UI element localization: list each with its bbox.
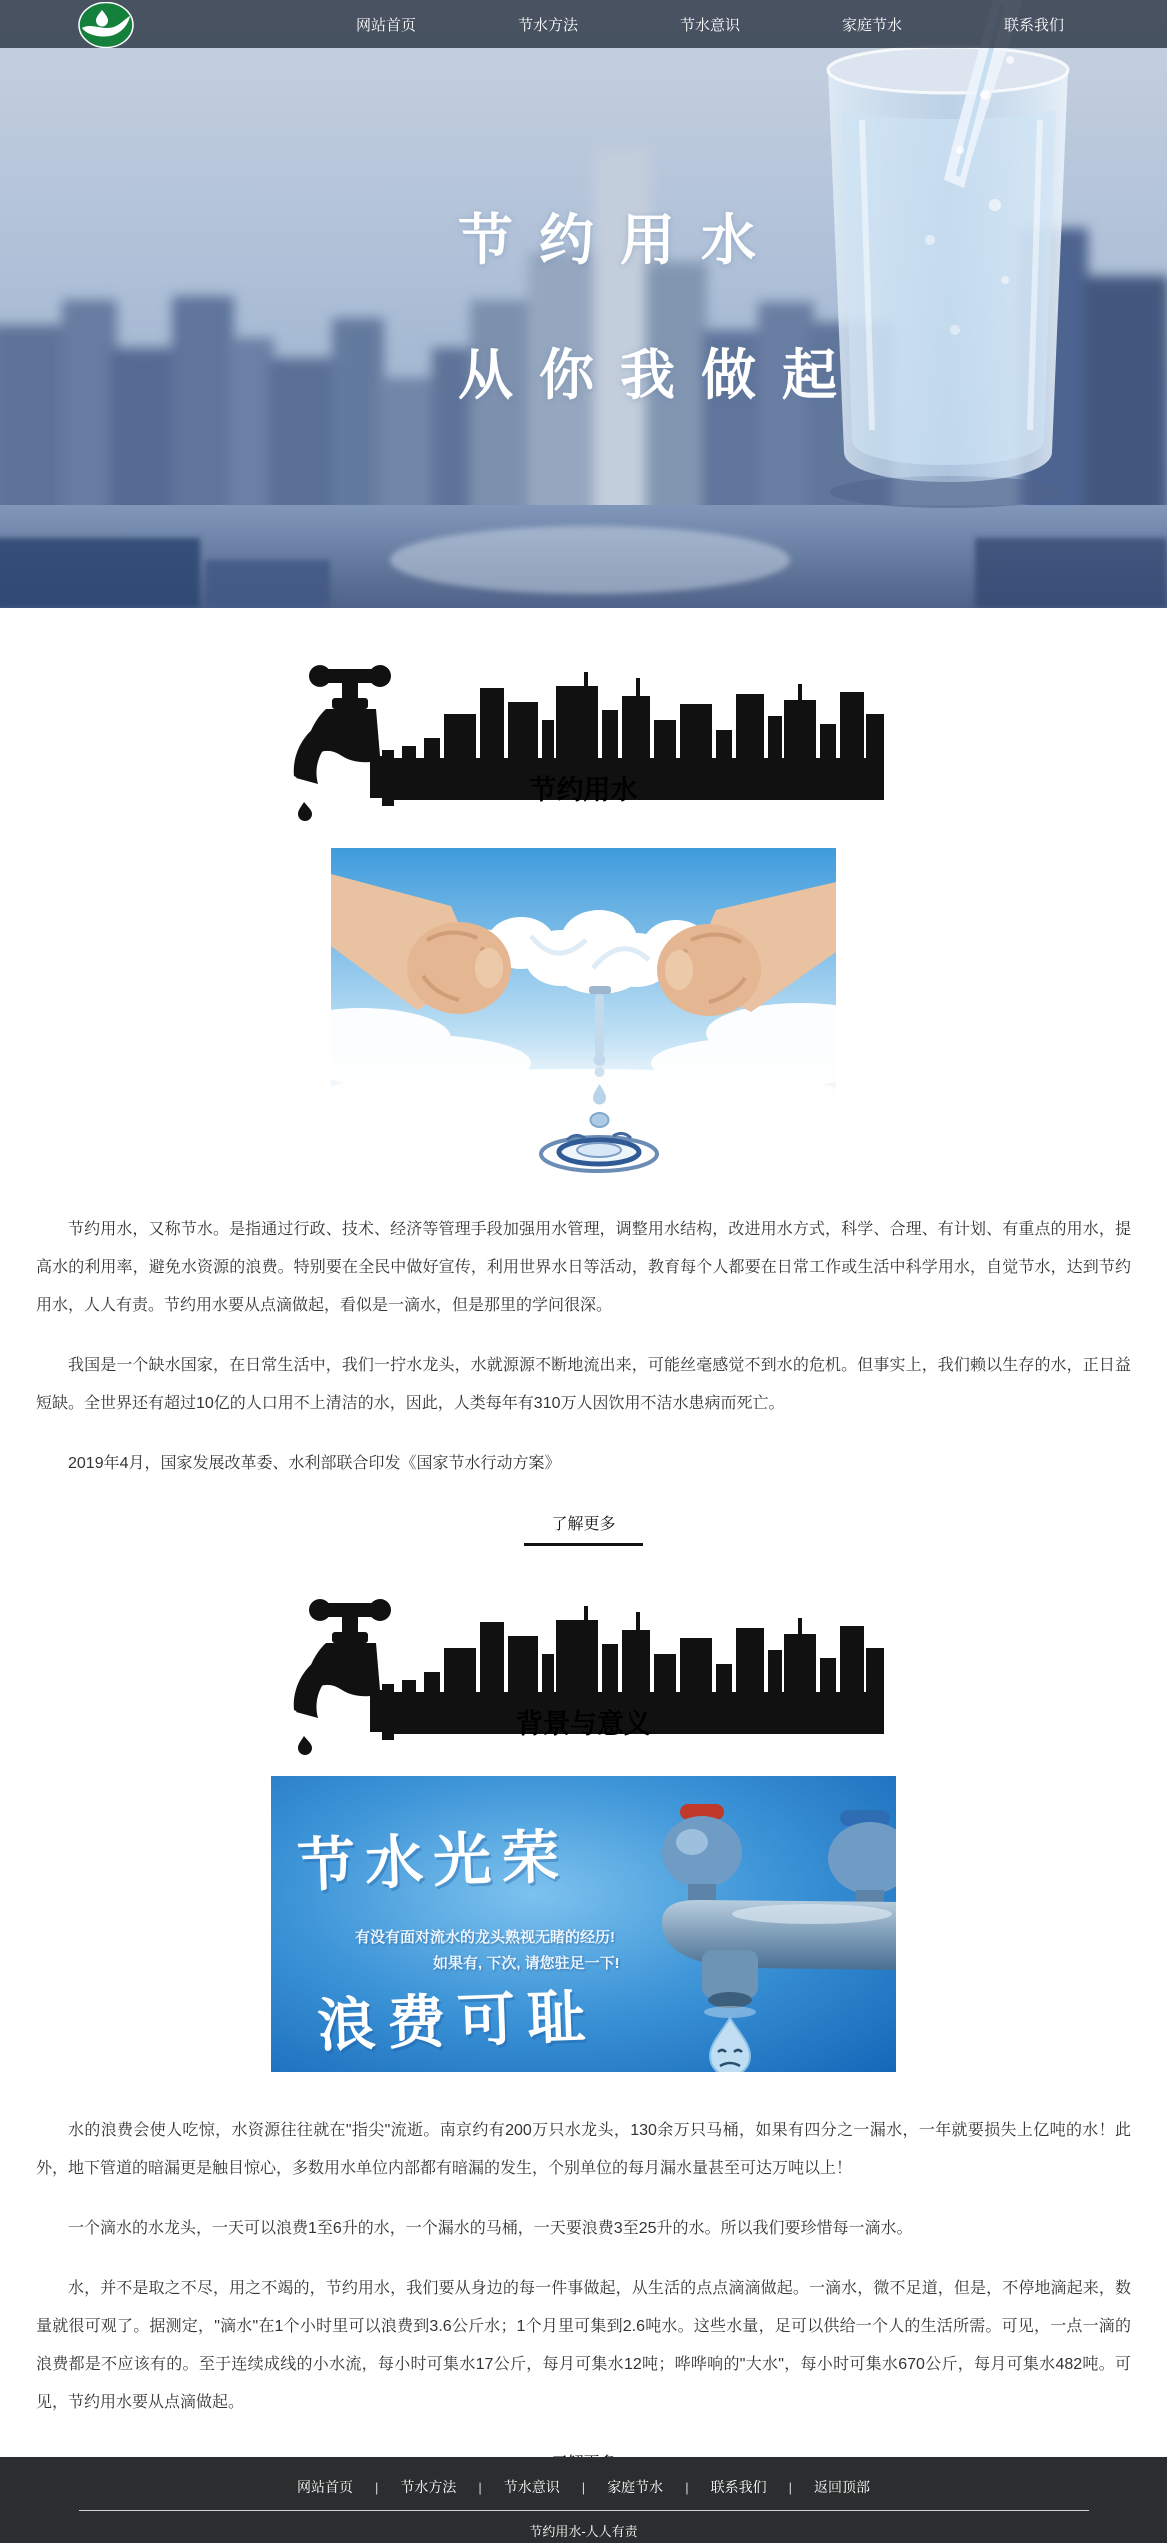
footer-link-contact[interactable]: 联系我们 [710, 2479, 767, 2495]
section1-more-wrap [0, 1511, 1167, 1546]
footer-separator: | [478, 2479, 482, 2495]
footer-separator: | [788, 2479, 792, 2495]
cartoon-faucet-icon [602, 1790, 896, 2072]
hero-title [458, 196, 863, 410]
poster-subtext-2: 如果有, 下次, 请您驻足一下! [433, 1955, 620, 1972]
section2-heading: 背景与意义 [516, 1709, 651, 1739]
hero-title-line1: 节约用水 [458, 209, 783, 271]
footer-separator: | [581, 2479, 586, 2495]
paragraph: 2019年4月，国家发展改革委、水利部联合印发《国家节水行动方案》 [68, 1455, 561, 1472]
footer-separator: | [685, 2479, 689, 2495]
learn-more-link[interactable]: 了解更多 [524, 1511, 642, 1546]
nav-links [305, 8, 1115, 41]
footer-separator: | [375, 2479, 379, 2495]
nav-item-methods[interactable]: 节水方法 [517, 16, 578, 34]
poster-slogan-line1: 节水光荣 [296, 1824, 571, 1899]
footer-link-awareness[interactable]: 节水意识 [503, 2479, 560, 2495]
section1-header [284, 658, 884, 826]
poster-slogan-line2: 浪费可耻 [316, 1984, 599, 2059]
hero-banner [0, 0, 1167, 608]
main-content [0, 608, 1167, 2485]
footer-link-home-saving[interactable]: 家庭节水 [607, 2479, 664, 2495]
site-logo-icon[interactable] [76, 2, 136, 48]
footer-link-methods[interactable]: 节水方法 [400, 2479, 457, 2495]
footer-links [0, 2457, 1167, 2497]
hero-title-line2: 从你我做起 [458, 344, 864, 406]
nav-item-awareness[interactable]: 节水意识 [679, 16, 740, 34]
paragraph: 水的浪费会使人吃惊，水资源往往就在"指尖"流逝。南京约有200万只水龙头，130余万只马桶，如果有四分之一漏水，一年就要损失上亿吨的水！此外，地下管道的暗漏更是触目惊心，多数用水单位内部都有暗漏的发生，个别单位的每月漏水量甚至可达万吨以上！ [36, 2122, 1131, 2177]
paragraph: 一个滴水的水龙头，一天可以浪费1至6升的水，一个漏水的马桶，一天要浪费3至25升的水。所以我们要珍惜每一滴水。 [68, 2220, 913, 2237]
hands-squeezing-cloud-image [331, 848, 836, 1193]
paragraph: 我国是一个缺水国家，在日常生活中，我们一拧水龙头，水就源源不断地流出来，可能丝毫感觉不到水的危机。但事实上，我们赖以生存的水，正日益短缺。全世界还有超过10亿的人口用不上清洁的水，因此，人类每年有310万人因饮用不洁水患病而死亡。 [36, 1357, 1131, 1412]
footer-copyright: 节约用水-人人有责 [529, 2524, 638, 2539]
footer [0, 2457, 1167, 2543]
section2-header [284, 1592, 884, 1760]
water-glass-image [828, 0, 1068, 508]
section1-paragraphs [36, 1211, 1131, 1483]
save-water-poster [271, 1776, 896, 2072]
nav-item-contact[interactable]: 联系我们 [1003, 16, 1064, 34]
paragraph: 节约用水，又称节水。是指通过行政、技术、经济等管理手段加强用水管理，调整用水结构，改进用水方式，科学、合理、有计划、有重点的用水，提高水的利用率，避免水资源的浪费。特别要在全民中做好宣传，利用世界水日等活动，教育每个人都要在日常工作或生活中科学用水，自觉节水，达到节约用水，人人有责。节约用水要从点滴做起，看似是一滴水，但是那里的学问很深。 [36, 1221, 1131, 1314]
nav-item-home-saving[interactable]: 家庭节水 [841, 16, 902, 34]
footer-link-back-to-top[interactable]: 返回顶部 [813, 2479, 870, 2495]
paragraph: 水，并不是取之不尽，用之不竭的，节约用水，我们要从身边的每一件事做起，从生活的点点滴滴做起。一滴水，微不足道，但是，不停地滴起来，数量就很可观了。据测定，"滴水"在1个小时里可以浪费到3.6公斤水；1个月里可集到2.6吨水。这些水量，足可以供给一个人的生活所需。可见，一点一滴的浪费都是不应该有的。至于连续成线的小水流，每小时可集水17公斤，每月可集水12吨；哗哗响的"大水"，每小时可集水670公斤，每月可集水482吨。可见，节约用水要从点滴做起。 [36, 2280, 1131, 2411]
poster-subtext-1: 有没有面对流水的龙头熟视无睹的经历! [355, 1929, 615, 1946]
section2-paragraphs [36, 2112, 1131, 2422]
nav-item-home[interactable]: 网站首页 [355, 16, 416, 34]
footer-divider [79, 2510, 1089, 2511]
footer-link-home[interactable]: 网站首页 [297, 2479, 354, 2495]
section1-heading: 节约用水 [529, 775, 638, 805]
top-navigation-bar [0, 0, 1167, 48]
